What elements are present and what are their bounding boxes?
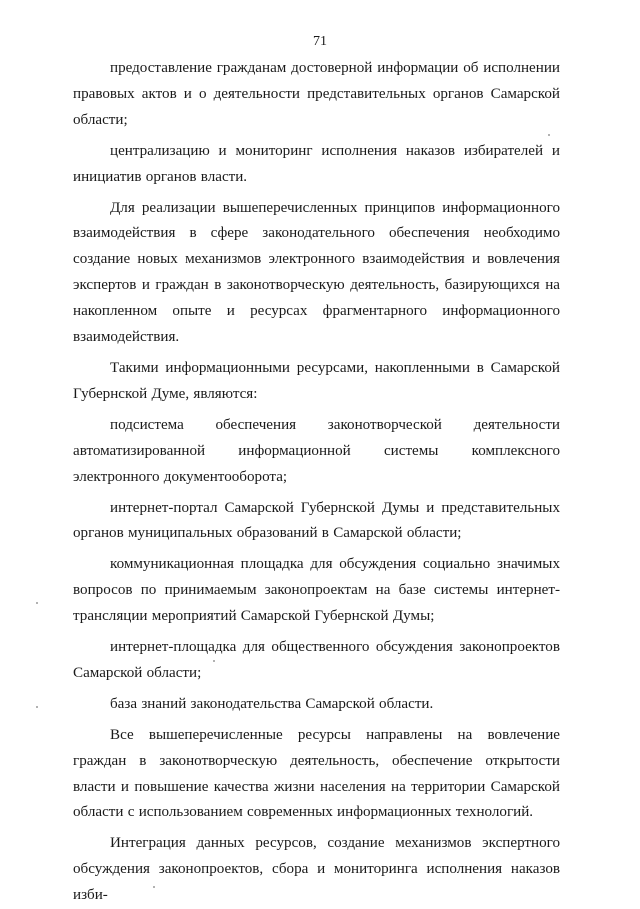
paragraph: коммуникационная площадка для обсуждения социально значимых вопросов по принимаемым законопроектам на базе системы интернет-трансляции мероприятий Самарской Губернской Думы; — [73, 556, 560, 625]
scan-speck — [36, 706, 38, 708]
paragraph: интернет-портал Самарской Губернской Думы и представительных органов муниципальных образований в Самарской области; — [73, 499, 560, 542]
paragraph: Для реализации вышеперечисленных принципов информационного взаимодействия в сфере законодательного обеспечения необходимо создание новых механизмов электронного взаимодействия и вовлечения экспертов и граждан в законотворческую деятельность, базирующихся на накопленном опыте и ресурсах фрагментарного информационного взаимодействия. — [73, 199, 560, 346]
paragraph: Все вышеперечисленные ресурсы направлены на вовлечение граждан в законотворческую деятельность, обеспечение открытости власти и повышение качества жизни населения на территории Самарской области с использованием современных информационных технологий. — [73, 726, 560, 821]
body-text — [73, 56, 560, 909]
scan-speck — [153, 886, 155, 888]
paragraph: база знаний законодательства Самарской области. — [110, 695, 434, 712]
paragraph: предоставление гражданам достоверной информации об исполнении правовых актов и о деятельности представительных органов Самарской области; — [73, 60, 560, 128]
paragraph: интернет-площадка для общественного обсуждения законопроектов Самарской области; — [73, 639, 560, 681]
paragraph: подсистема обеспечения законотворческой деятельности автоматизированной информационной системы комплексного электронного документооборота; — [73, 416, 560, 485]
paragraph: централизацию и мониторинг исполнения наказов избирателей и инициатив органов власти. — [73, 142, 560, 185]
paragraph: Интеграция данных ресурсов, создание механизмов экспертного обсуждения законопроектов, сбора и мониторинга исполнения наказов изби- — [73, 835, 560, 904]
scan-speck — [36, 602, 38, 604]
scan-speck — [213, 660, 215, 662]
paragraph: Такими информационными ресурсами, накопленными в Самарской Губернской Думе, являются: — [73, 359, 560, 402]
page-number: 71 — [313, 34, 327, 49]
scan-speck — [548, 134, 550, 136]
